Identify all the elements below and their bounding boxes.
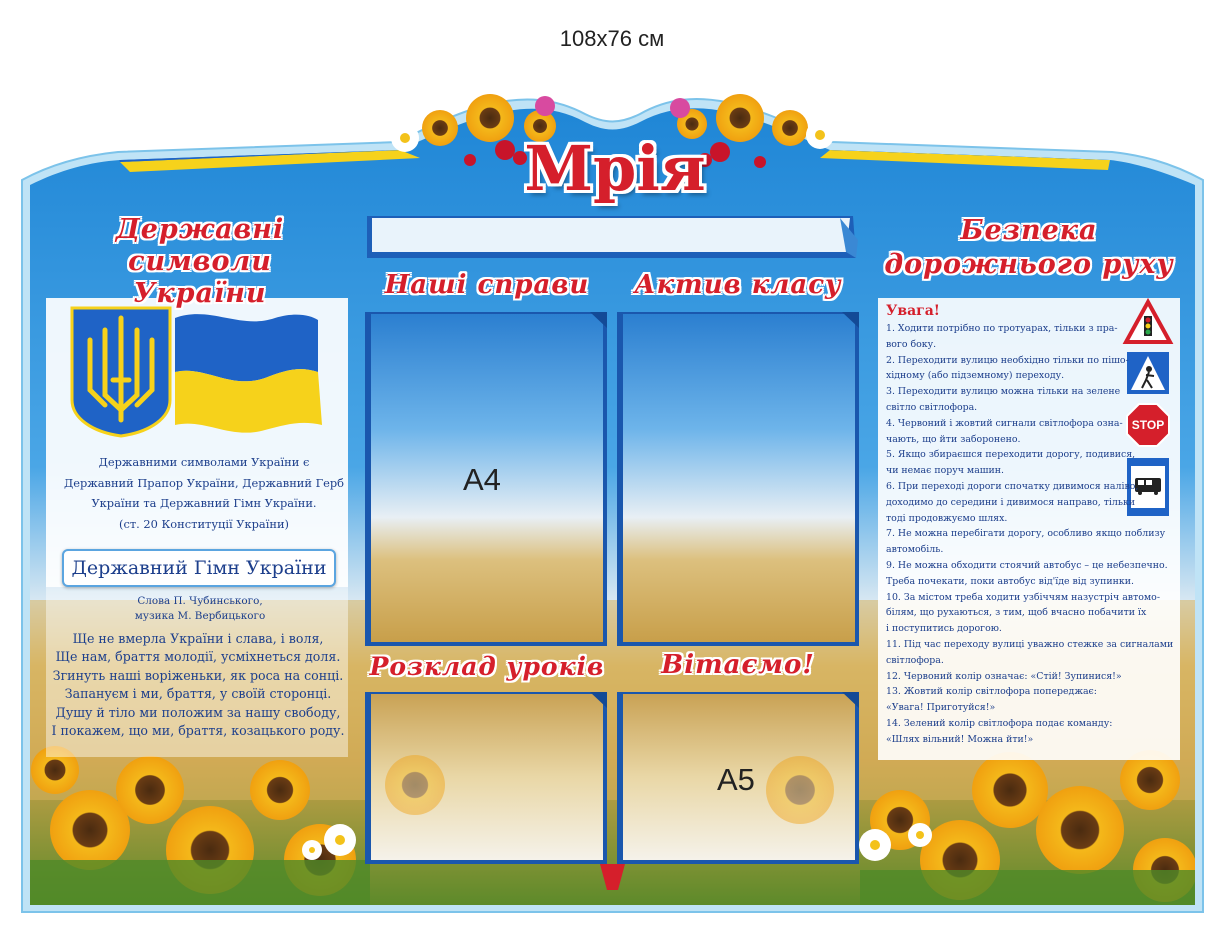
main-title: Мрія	[524, 132, 706, 205]
right-heading-line1: Безпека	[960, 215, 1098, 246]
rule-line: автомобіль.	[886, 544, 944, 556]
pocket-a5-label: А5	[717, 762, 755, 797]
symbols-line: України та Державний Гімн України.	[91, 496, 317, 510]
rule-line: 12. Червоний колір означає: «Стій! Зупинися!»	[886, 670, 1122, 682]
rule-line: 10. За містом треба ходити узбіччям назустріч автомо-	[886, 591, 1160, 603]
rule-line: 2. Переходити вулицю необхідно тільки по пішо-	[886, 354, 1129, 366]
right-heading	[878, 214, 1180, 282]
anthem-author-line: музика М. Вербицького	[134, 610, 266, 622]
verse-line: Душу й тіло ми положим за нашу свободу,	[55, 704, 341, 720]
left-heading-line2: України	[133, 278, 267, 309]
rule-line: 14. Зелений колір світлофора подає команду:	[886, 717, 1113, 729]
section-heading-vitaiemo: Вітаємо!	[661, 650, 815, 680]
right-heading-line2: дорожнього руху	[884, 249, 1174, 280]
rule-line: Треба почекати, поки автобус від'їде від зупинки.	[886, 575, 1134, 587]
symbols-line: Державний Прапор України, Державний Герб	[63, 475, 345, 490]
verse-line: Ще не вмерла України і слава, і воля,	[72, 631, 324, 646]
rule-line: 1. Ходити потрібно по тротуарах, тільки з пра-	[886, 323, 1118, 334]
ukraine-flag-icon	[175, 314, 322, 433]
rule-line: хідному (або підземному) переходу.	[886, 370, 1065, 382]
verse-line: Згинуть наші воріженьки, як роса на сонці.	[52, 667, 344, 683]
section-heading-rozklad-urokiv: Розклад уроків	[369, 652, 605, 681]
symbols-line: Державними символами України є	[98, 455, 310, 469]
pocket-aktyv-klasu	[617, 312, 859, 646]
rule-line: 11. Під час переходу вулиці уважно стежке за сигналами	[886, 638, 1174, 650]
rule-line: світлофора.	[886, 654, 944, 666]
pocket-a4-label: А4	[463, 462, 501, 497]
rule-line: 6. При переході дороги спочатку дивимося наліво,	[886, 480, 1139, 492]
rule-line: і поступитись дорогою.	[886, 623, 1002, 635]
rule-line: вого боку.	[886, 338, 937, 350]
verse-line: І покажем, що ми, браття, козацького роду.	[51, 723, 345, 739]
rule-line: чають, що йти заборонено.	[886, 433, 1021, 445]
rule-line: «Шлях вільний! Можна йти!»	[886, 733, 1034, 745]
section-heading-nashi-spravy: Наші справи	[384, 270, 590, 300]
traffic-rules-list	[886, 321, 1172, 748]
rule-line: світло світлофора.	[886, 401, 978, 413]
symbols-text	[60, 452, 348, 534]
dimensions-label: 108x76 см	[559, 26, 665, 51]
rule-line: 3. Переходити вулицю можна тільки на зелене	[886, 386, 1121, 398]
rule-line: тоді продовжуємо шлях.	[886, 512, 1008, 524]
rule-line: 7. Не можна перебігати дорогу, особливо якщо поблизу	[886, 528, 1166, 540]
anthem-authors	[60, 594, 340, 624]
coat-of-arms-icon	[72, 308, 170, 436]
verse-line: Запануєм і ми, браття, у своїй сторонці.	[64, 686, 332, 702]
rule-line: 13. Жовтий колір світлофора попереджає:	[886, 686, 1097, 698]
rule-line: «Увага! Приготуйся!»	[886, 702, 996, 714]
anthem-author-line: Слова П. Чубинського,	[137, 595, 263, 607]
left-heading	[50, 214, 350, 310]
left-heading-line1: Державні символи	[115, 214, 285, 277]
rule-line: 4. Червоний і жовтий сигнали світлофора озна-	[886, 417, 1123, 429]
rule-line: доходимо до середини і дивимося направо, тільки	[886, 496, 1136, 508]
section-heading-aktyv-klasu: Актив класу	[634, 270, 842, 300]
attention-label: Увага!	[886, 303, 940, 319]
stop-sign-text: STOP	[1131, 418, 1165, 432]
rule-line: чи немає поруч машин.	[886, 465, 1004, 477]
rule-line: білям, що рухаються, з тим, щоб вчасно побачити їх	[886, 607, 1147, 619]
anthem-title: Державний Гімн України	[62, 549, 336, 587]
rule-line: 5. Якщо збираєшся переходити дорогу, подивися,	[886, 449, 1136, 461]
rule-line: 9. Не можна обходити стоячий автобус – це небезпечно.	[886, 559, 1168, 571]
verse-line: Ще нам, браття молодії, усміхнеться доля.	[55, 649, 341, 665]
symbols-line: (ст. 20 Конституції України)	[119, 516, 289, 531]
pocket-rozklad	[365, 692, 607, 864]
anthem-verse	[50, 630, 346, 740]
